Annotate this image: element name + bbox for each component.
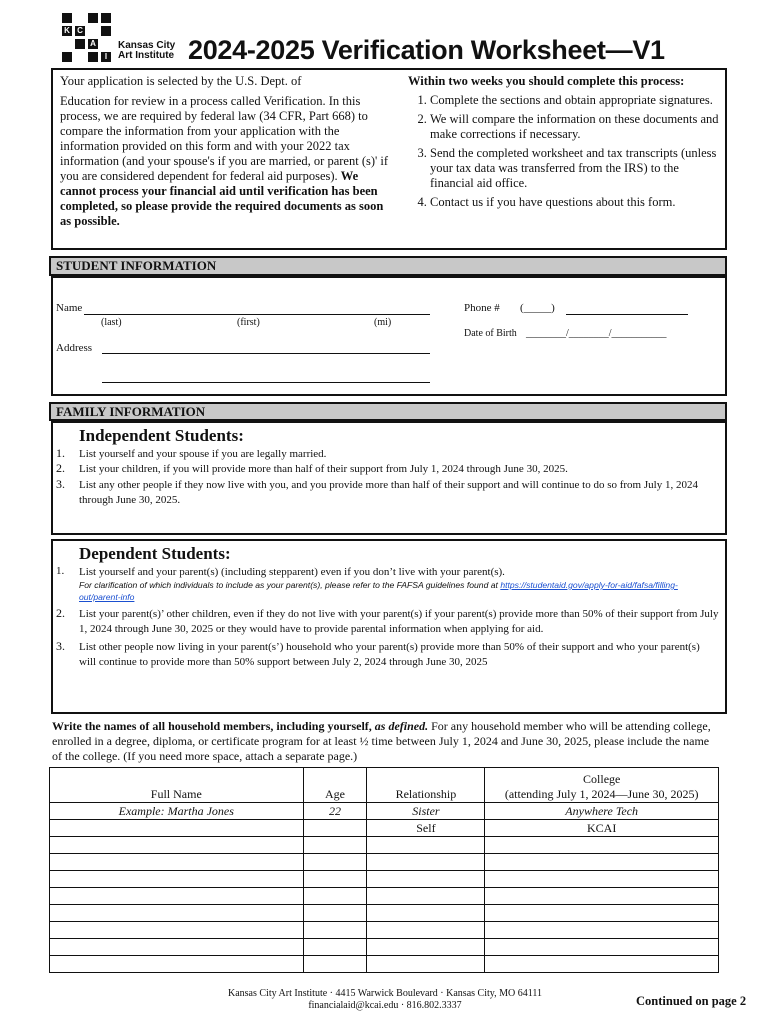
blank-age-cell[interactable] bbox=[303, 956, 367, 973]
blank-household-row bbox=[50, 922, 719, 939]
blank-rows bbox=[50, 837, 719, 973]
phone-area-code[interactable]: (_____) bbox=[520, 302, 555, 314]
blank-household-row bbox=[50, 939, 719, 956]
blank-relationship-cell[interactable] bbox=[367, 854, 485, 871]
blank-relationship-cell[interactable] bbox=[367, 939, 485, 956]
page-title: 2024-2025 Verification Worksheet—V1 bbox=[188, 35, 665, 65]
logo-letter-i: I bbox=[101, 52, 111, 62]
process-step: 1. Complete the sections and obtain appropriate signatures. bbox=[430, 93, 723, 108]
blank-name-cell[interactable] bbox=[50, 871, 304, 888]
address-label: Address bbox=[56, 342, 93, 354]
blank-age-cell[interactable] bbox=[303, 837, 367, 854]
phone-input-line[interactable] bbox=[566, 314, 688, 315]
household-instructions bbox=[52, 719, 722, 764]
dependent-item-number: 3. bbox=[56, 639, 65, 653]
dob-input[interactable]: ________/________/___________ bbox=[526, 328, 667, 339]
intro-warning: We cannot process your financial aid until verification has been completed, so please provide the required documents as soon as possible. bbox=[60, 169, 384, 228]
parent-clarification-note bbox=[79, 579, 719, 603]
family-section-header: FAMILY INFORMATION bbox=[49, 402, 727, 421]
blank-name-cell[interactable] bbox=[50, 922, 304, 939]
blank-college-cell[interactable] bbox=[485, 956, 719, 973]
blank-household-row bbox=[50, 871, 719, 888]
household-table bbox=[49, 767, 719, 973]
process-step: 2. We will compare the information on these documents and make corrections if necessary. bbox=[430, 112, 723, 142]
process-step: 4. Contact us if you have questions about this form. bbox=[430, 195, 723, 210]
blank-household-row bbox=[50, 905, 719, 922]
address-line-2[interactable] bbox=[102, 382, 430, 383]
blank-name-cell[interactable] bbox=[50, 956, 304, 973]
dependent-item-number: 2. bbox=[56, 606, 65, 620]
blank-name-cell[interactable] bbox=[50, 905, 304, 922]
process-steps bbox=[408, 74, 723, 214]
blank-age-cell[interactable] bbox=[303, 854, 367, 871]
logo-text bbox=[118, 41, 175, 61]
blank-name-cell[interactable] bbox=[50, 939, 304, 956]
blank-relationship-cell[interactable] bbox=[367, 956, 485, 973]
self-age-cell[interactable] bbox=[303, 820, 367, 837]
col-age: Age bbox=[303, 768, 367, 803]
intro-first-line: Your application is selected by the U.S. Dept. of bbox=[60, 74, 302, 88]
instruction-bold: Write the names of all household members, including yourself, bbox=[52, 719, 372, 733]
blank-age-cell[interactable] bbox=[303, 922, 367, 939]
blank-household-row bbox=[50, 854, 719, 871]
blank-relationship-cell[interactable] bbox=[367, 871, 485, 888]
blank-household-row bbox=[50, 956, 719, 973]
blank-college-cell[interactable] bbox=[485, 871, 719, 888]
footer-line-2: financialaid@kcai.edu · 816.802.3337 bbox=[308, 1000, 462, 1011]
process-heading: Within two weeks you should complete this process: bbox=[408, 74, 685, 88]
blank-name-cell[interactable] bbox=[50, 837, 304, 854]
independent-item: List your children, if you will provide more than half of their support from July 1, 2024 through June 30, 2025. bbox=[79, 463, 568, 475]
example-relationship: Sister bbox=[367, 803, 485, 820]
blank-age-cell[interactable] bbox=[303, 939, 367, 956]
col-full-name: Full Name bbox=[50, 768, 304, 803]
col-relationship: Relationship bbox=[367, 768, 485, 803]
independent-heading: Independent Students: bbox=[79, 426, 244, 445]
blank-age-cell[interactable] bbox=[303, 905, 367, 922]
col-college bbox=[485, 768, 719, 803]
fafsa-parent-info-link[interactable]: https://studentaid.gov/apply-for-aid/fafsa/filling-out/parent-info bbox=[79, 580, 678, 602]
independent-item-number: 1. bbox=[56, 446, 65, 460]
independent-item-number: 2. bbox=[56, 461, 65, 475]
example-age: 22 bbox=[303, 803, 367, 820]
dob-label: Date of Birth bbox=[464, 328, 517, 339]
continued-note: Continued on page 2 bbox=[636, 994, 747, 1008]
blank-age-cell[interactable] bbox=[303, 871, 367, 888]
blank-age-cell[interactable] bbox=[303, 888, 367, 905]
blank-relationship-cell[interactable] bbox=[367, 837, 485, 854]
table-header-row bbox=[50, 768, 719, 803]
self-name-cell[interactable] bbox=[50, 820, 304, 837]
example-row bbox=[50, 803, 719, 820]
logo-letter-k: K bbox=[62, 26, 72, 36]
self-college: KCAI bbox=[485, 820, 719, 837]
independent-item: List yourself and your spouse if you are legally married. bbox=[79, 448, 327, 460]
footer-address bbox=[180, 988, 590, 1012]
logo-letter-c: C bbox=[75, 26, 85, 36]
blank-name-cell[interactable] bbox=[50, 854, 304, 871]
blank-college-cell[interactable] bbox=[485, 922, 719, 939]
example-name: Example: Martha Jones bbox=[50, 803, 304, 820]
blank-name-cell[interactable] bbox=[50, 888, 304, 905]
phone-label: Phone # bbox=[464, 302, 500, 314]
self-relationship: Self bbox=[367, 820, 485, 837]
logo-line-2: Art Institute bbox=[118, 50, 175, 61]
blank-household-row bbox=[50, 888, 719, 905]
blank-college-cell[interactable] bbox=[485, 854, 719, 871]
dependent-item-number: 1. bbox=[56, 565, 65, 577]
intro-text bbox=[60, 74, 396, 229]
independent-item: List any other people if they now live with you, and you provide more than half of their support and will continue to do so from July 1, 2024 through June 30, 2025. bbox=[79, 479, 698, 506]
dependent-item: List your parent(s)’ other children, even if they do not live with your parent(s) if your parent(s) provide more than 50% of their support from July 1, 2024 through June 30, 2025 or they would have to provide parental information when applying for aid. bbox=[79, 608, 719, 635]
logo-letter-a: A bbox=[88, 39, 98, 49]
blank-college-cell[interactable] bbox=[485, 888, 719, 905]
middle-initial-caption: (mi) bbox=[374, 317, 392, 328]
blank-relationship-cell[interactable] bbox=[367, 905, 485, 922]
col-college-label: College bbox=[583, 772, 621, 786]
blank-relationship-cell[interactable] bbox=[367, 922, 485, 939]
intro-body: Education for review in a process called Verification. In this process, we are required by federal law (34 CFR, Part 668) to compare the information from your application with the information provided on this form and with your 2022 tax information (and your spouse's if you are married, or parent (s)' if you are considered dependent for federal aid purposes). bbox=[60, 94, 389, 183]
instruction-italic: as defined. bbox=[374, 719, 429, 733]
process-step: 3. Send the completed worksheet and tax transcripts (unless your tax data was transferred from the IRS) to the financial aid office. bbox=[430, 146, 723, 191]
col-college-dates: (attending July 1, 2024—June 30, 2025) bbox=[504, 787, 699, 801]
footer-line-1: Kansas City Art Institute · 4415 Warwick Boulevard · Kansas City, MO 64111 bbox=[228, 988, 542, 999]
blank-college-cell[interactable] bbox=[485, 905, 719, 922]
dependent-heading: Dependent Students: bbox=[79, 544, 231, 563]
example-college: Anywhere Tech bbox=[485, 803, 719, 820]
last-name-caption: (last) bbox=[101, 317, 122, 328]
blank-household-row bbox=[50, 837, 719, 854]
blank-college-cell[interactable] bbox=[485, 837, 719, 854]
blank-college-cell[interactable] bbox=[485, 939, 719, 956]
kcai-logo bbox=[62, 13, 112, 63]
first-name-caption: (first) bbox=[237, 317, 260, 328]
student-section-header: STUDENT INFORMATION bbox=[49, 256, 727, 276]
name-input-line[interactable] bbox=[84, 314, 430, 315]
address-line-1[interactable] bbox=[102, 353, 430, 354]
self-row bbox=[50, 820, 719, 837]
clarification-text: For clarification of which individuals to include as your parent(s), please refer to the FAFSA guidelines found at bbox=[79, 580, 498, 590]
instruction-rest: For any household member who will be attending college, enrolled in a degree, diploma, or certificate program for at least ½ time between July 1, 2024 and June 30, 2025, please include the name of the college. (If you need more space, attach a separate page.) bbox=[52, 719, 711, 763]
logo-line-1: Kansas City bbox=[118, 40, 176, 51]
blank-relationship-cell[interactable] bbox=[367, 888, 485, 905]
dependent-item: List yourself and your parent(s) (including stepparent) even if you don’t live with your parent(s). bbox=[79, 566, 505, 578]
independent-item-number: 3. bbox=[56, 477, 65, 491]
name-label: Name bbox=[56, 302, 83, 314]
dependent-item: List other people now living in your parent(s’) household who your parent(s) provide more than 50% of their support and who your parent(s) will continue to provide more than 50% support between July 2, 2024 through June 30, 2025 bbox=[79, 641, 700, 668]
